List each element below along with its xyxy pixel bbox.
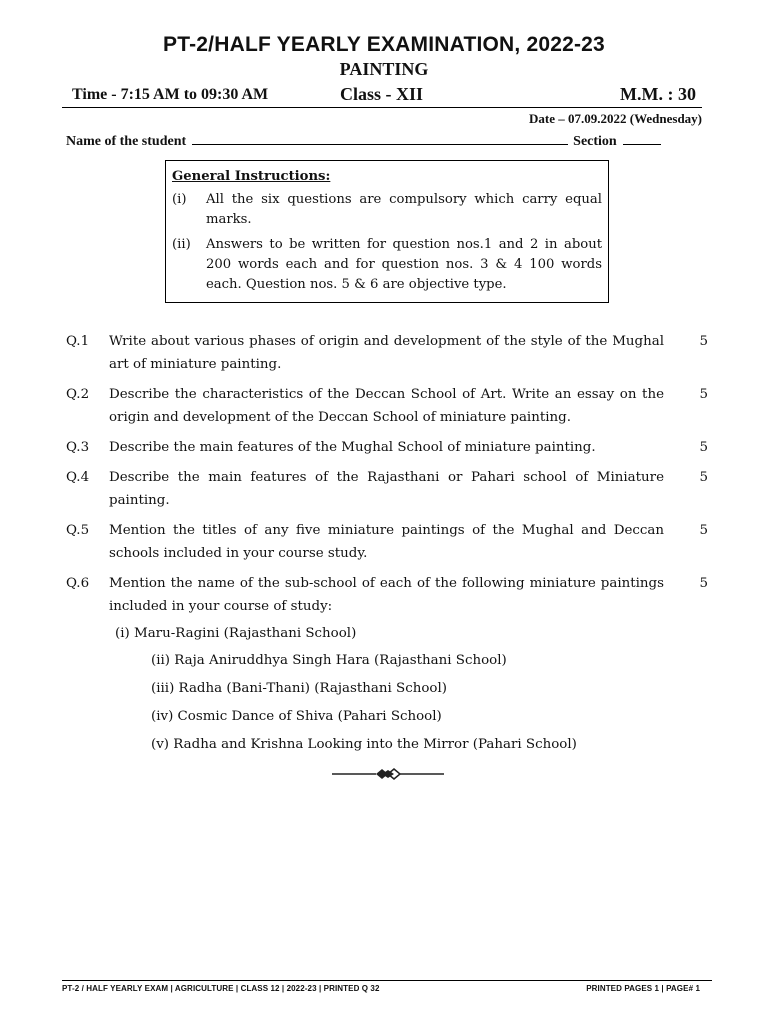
question-list	[66, 330, 716, 625]
instruction-number: (ii)	[172, 237, 191, 252]
instructions-heading: General Instructions:	[172, 169, 331, 184]
question-number: Q.1	[66, 334, 90, 349]
sub-item: (ii) Raja Aniruddhya Singh Hara (Rajasthani School)	[151, 653, 507, 668]
exam-meta-row	[62, 85, 702, 108]
question-number: Q.5	[66, 523, 90, 538]
student-name-row	[66, 132, 686, 150]
question-6	[66, 572, 716, 618]
question-3	[66, 436, 716, 459]
page-footer	[62, 980, 712, 993]
question-marks: 5	[699, 334, 708, 349]
name-blank-line	[192, 132, 568, 145]
question-text: Describe the main features of the Rajasthani or Pahari school of Miniature painting.	[109, 470, 664, 508]
sub-item: (v) Radha and Krishna Looking into the Mirror (Pahari School)	[151, 737, 577, 752]
instruction-text: Answers to be written for question nos.1 and 2 in about 200 words each and for question nos. 3 & 4 100 words each. Question nos. 5 & 6 are objective type.	[206, 237, 602, 292]
end-ornament-icon	[332, 766, 444, 782]
question-marks: 5	[699, 576, 708, 591]
exam-date: Date – 07.09.2022 (Wednesday)	[529, 111, 702, 126]
question-text: Mention the name of the sub-school of each of the following miniature paintings included in your course of study:	[109, 576, 664, 614]
question-4	[66, 466, 716, 512]
subject-title: PAINTING	[339, 59, 429, 79]
question-2	[66, 383, 716, 429]
section-label: Section	[573, 134, 617, 149]
instruction-number: (i)	[172, 192, 187, 207]
sub-item: (iv) Cosmic Dance of Shiva (Pahari School)	[151, 709, 442, 724]
question-marks: 5	[699, 470, 708, 485]
question-5	[66, 519, 716, 565]
sub-item: (iii) Radha (Bani-Thani) (Rajasthani School)	[151, 681, 447, 696]
question-text: Describe the main features of the Mughal School of miniature painting.	[109, 440, 596, 455]
instruction-item	[172, 235, 602, 295]
question-number: Q.6	[66, 576, 90, 591]
general-instructions-box	[165, 160, 609, 303]
exam-time: Time - 7:15 AM to 09:30 AM	[72, 86, 269, 103]
instruction-text: All the six questions are compulsory which carry equal marks.	[206, 192, 602, 227]
question-1	[66, 330, 716, 376]
exam-class: Class - XII	[340, 84, 424, 104]
question-marks: 5	[699, 387, 708, 402]
name-label: Name of the student	[66, 134, 187, 149]
max-marks: M.M. : 30	[620, 84, 696, 104]
section-blank-line	[623, 132, 661, 145]
question-marks: 5	[699, 440, 708, 455]
footer-right-text: PRINTED PAGES 1 | PAGE# 1	[586, 984, 700, 993]
question-number: Q.2	[66, 387, 90, 402]
question-text: Mention the titles of any five miniature paintings of the Mughal and Deccan schools included in your course study.	[109, 523, 664, 561]
question-text: Describe the characteristics of the Deccan School of Art. Write an essay on the origin and development of the Deccan School of miniature painting.	[109, 387, 664, 425]
exam-title: PT-2/HALF YEARLY EXAMINATION, 2022-23	[163, 33, 605, 56]
sub-item: (i) Maru-Ragini (Rajasthani School)	[115, 626, 357, 641]
question-text: Write about various phases of origin and development of the style of the Mughal art of miniature painting.	[109, 334, 664, 372]
instruction-item	[172, 190, 602, 230]
question-number: Q.4	[66, 470, 90, 485]
question-marks: 5	[699, 523, 708, 538]
footer-left-text: PT-2 / HALF YEARLY EXAM | AGRICULTURE | CLASS 12 | 2022-23 | PRINTED Q 32	[62, 984, 380, 993]
question-number: Q.3	[66, 440, 90, 455]
